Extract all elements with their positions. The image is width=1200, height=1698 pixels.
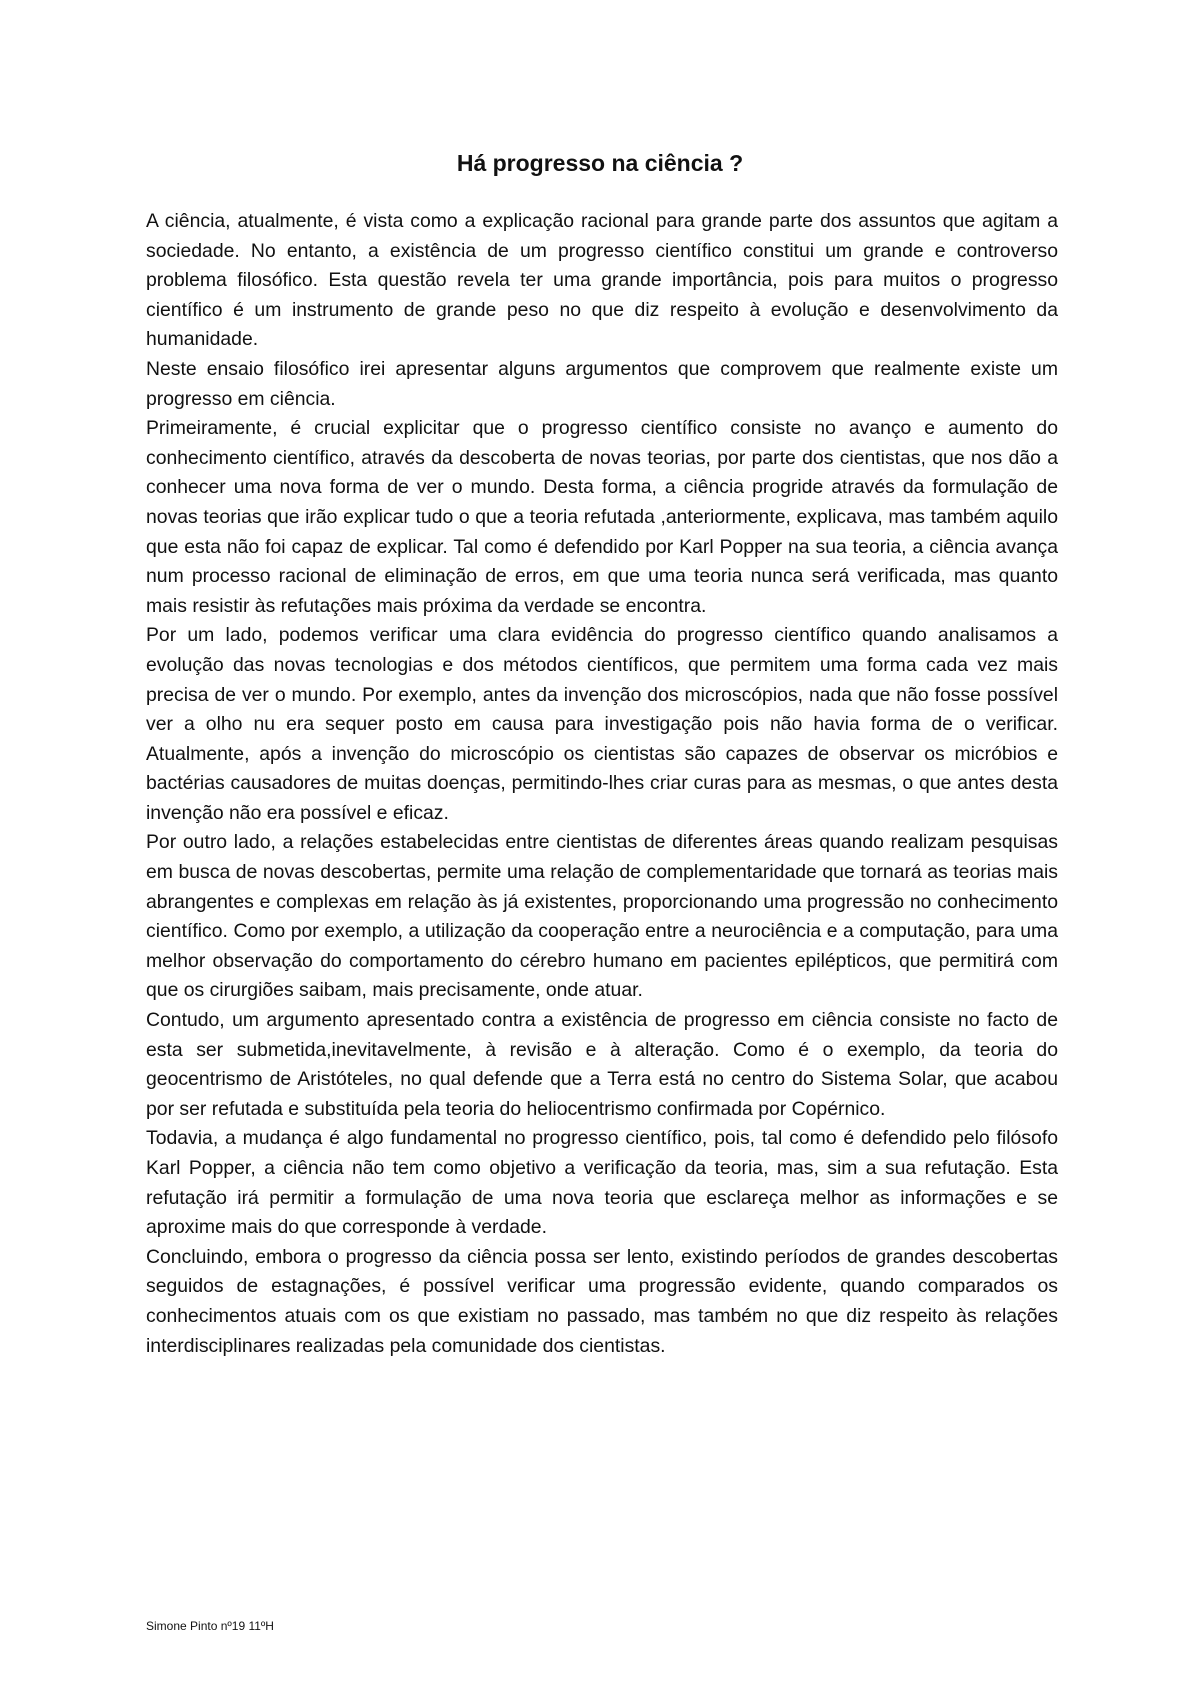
author-footer: Simone Pinto nº19 11ºH <box>146 1619 274 1633</box>
essay-body <box>146 207 1058 1361</box>
paragraph-thesis: Neste ensaio filosófico irei apresentar alguns argumentos que comprovem que realmente existe um progresso em ciência. <box>146 357 1058 410</box>
document-title: Há progresso na ciência ? <box>456 150 744 176</box>
paragraph-definition: Primeiramente, é crucial explicitar que o progresso científico consiste no avanço e aumento do conhecimento científico, através da descoberta de novas teorias, por parte dos cientistas, que nos dão a conhecer uma nova forma de ver o mundo. Desta forma, a ciência progride através da formulação de novas teorias que irão explicar tudo o que a teoria refutada ,anteriormente, explicava, mas também aquilo que esta não foi capaz de explicar. Tal como é defendido por Karl Popper na sua teoria, a ciência avança num processo racional de eliminação de erros, em que uma teoria nunca será verificada, mas quanto mais resistir às refutações mais próxima da verdade se encontra. <box>146 417 1058 617</box>
paragraph-cooperation-argument: Por outro lado, a relações estabelecidas entre cientistas de diferentes áreas quando realizam pesquisas em busca de novas descobertas, permite uma relação de complementaridade que tornará as teorias mais abrangentes e complexas em relação às já existentes, proporcionando uma progressão no conhecimento científico. Como por exemplo, a utilização da cooperação entre a neurociência e a computação, para uma melhor observação do comportamento do cérebro humano em pacientes epilépticos, que permitirá com que os cirurgiões saibam, mais precisamente, onde atuar. <box>146 831 1058 1002</box>
paragraph-intro: A ciência, atualmente, é vista como a explicação racional para grande parte dos assuntos que agitam a sociedade. No entanto, a existência de um progresso científico constitui um grande e controverso problema filosófico. Esta questão revela ter uma grande importância, pois para muitos o progresso científico é um instrumento de grande peso no que diz respeito à evolução e desenvolvimento da humanidade. <box>146 210 1058 351</box>
paragraph-conclusion: Concluindo, embora o progresso da ciência possa ser lento, existindo períodos de grandes descobertas seguidos de estagnações, é possível verificar uma progressão evidente, quando comparados os conhecimentos atuais com os que existiam no passado, mas também no que diz respeito às relações interdisciplinares realizadas pela comunidade dos cientistas. <box>146 1245 1058 1357</box>
paragraph-counterargument: Contudo, um argumento apresentado contra a existência de progresso em ciência consiste no facto de esta ser submetida,inevitavelmente, à revisão e à alteração. Como é o exemplo, da teoria do geocentrismo de Aristóteles, no qual defende que a Terra está no centro do Sistema Solar, que acabou por ser refutada e substituída pela teoria do heliocentrismo confirmada por Copérnico. <box>146 1009 1058 1120</box>
paragraph-technology-argument: Por um lado, podemos verificar uma clara evidência do progresso científico quando analisamos a evolução das novas tecnologias e dos métodos científicos, que permitem uma forma cada vez mais precisa de ver o mundo. Por exemplo, antes da invenção dos microscópios, nada que não fosse possível ver a olho nu era sequer posto em causa para investigação pois não havia forma de o verificar. Atualmente, após a invenção do microscópio os cientistas são capazes de observar os micróbios e bactérias causadores de muitas doenças, permitindo-lhes criar curas para as mesmas, o que antes desta invenção não era possível e eficaz. <box>146 624 1058 824</box>
paragraph-rebuttal: Todavia, a mudança é algo fundamental no progresso científico, pois, tal como é defendido pelo filósofo Karl Popper, a ciência não tem como objetivo a verificação da teoria, mas, sim a sua refutação. Esta refutação irá permitir a formulação de uma nova teoria que esclareça melhor as informações e se aproxime mais do que corresponde à verdade. <box>146 1127 1058 1239</box>
